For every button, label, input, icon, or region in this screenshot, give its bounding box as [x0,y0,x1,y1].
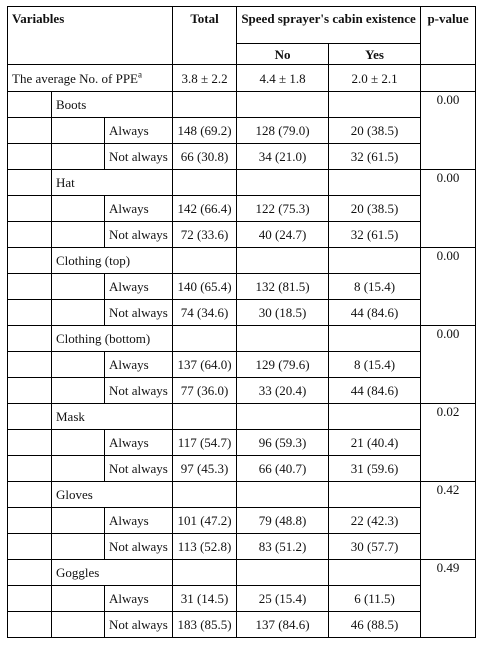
table-row [8,352,476,378]
cell-yes: 44 (84.6) [329,378,421,404]
indent-cell [8,326,52,352]
table-body [8,65,476,638]
cell-total: 66 (30.8) [173,144,237,170]
empty-cell [237,92,329,118]
indent-cell [8,274,52,300]
empty-cell [173,482,237,508]
indent-cell [8,456,52,482]
cell-no: 30 (18.5) [237,300,329,326]
header-cabin-existence: Speed sprayer's cabin existence [237,7,421,44]
cell-yes: 6 (11.5) [329,586,421,612]
indent-cell [52,508,105,534]
empty-cell [237,404,329,430]
average-row [8,65,476,92]
cell-no: 66 (40.7) [237,456,329,482]
row-label: Not always [105,534,173,560]
average-label-text: The average No. of PPE [12,70,138,86]
indent-cell [8,404,52,430]
empty-cell [329,326,421,352]
cell-no: 122 (75.3) [237,196,329,222]
table-row [8,612,476,638]
group-row-gloves [8,482,476,508]
indent-cell [8,378,52,404]
row-label: Not always [105,378,173,404]
group-p-value: 0.02 [421,404,476,482]
cell-yes: 21 (40.4) [329,430,421,456]
cell-no: 129 (79.6) [237,352,329,378]
cell-no: 132 (81.5) [237,274,329,300]
empty-cell [237,326,329,352]
cell-no: 33 (20.4) [237,378,329,404]
indent-cell [8,508,52,534]
cell-no: 137 (84.6) [237,612,329,638]
table-row [8,274,476,300]
group-name: Goggles [52,560,173,586]
cell-total: 137 (64.0) [173,352,237,378]
cell-total: 117 (54.7) [173,430,237,456]
group-row-goggles [8,560,476,586]
cell-yes: 32 (61.5) [329,222,421,248]
average-total: 3.8 ± 2.2 [173,65,237,92]
cell-total: 74 (34.6) [173,300,237,326]
row-label: Always [105,196,173,222]
empty-cell [173,404,237,430]
cell-yes: 8 (15.4) [329,352,421,378]
indent-cell [8,196,52,222]
group-row-mask [8,404,476,430]
table-row [8,456,476,482]
group-row-clothing-top [8,248,476,274]
cell-no: 40 (24.7) [237,222,329,248]
ppe-table [7,6,476,638]
table-row [8,534,476,560]
group-name: Hat [52,170,173,196]
empty-cell [329,92,421,118]
row-label: Always [105,586,173,612]
group-name: Clothing (top) [52,248,173,274]
indent-cell [52,586,105,612]
group-p-value: 0.49 [421,560,476,638]
row-label: Always [105,352,173,378]
indent-cell [52,352,105,378]
table-row [8,586,476,612]
cell-yes: 8 (15.4) [329,274,421,300]
cell-total: 142 (66.4) [173,196,237,222]
indent-cell [8,534,52,560]
indent-cell [52,274,105,300]
indent-cell [8,300,52,326]
empty-cell [173,248,237,274]
empty-cell [173,170,237,196]
row-label: Not always [105,300,173,326]
average-yes: 2.0 ± 2.1 [329,65,421,92]
cell-no: 96 (59.3) [237,430,329,456]
empty-cell [329,248,421,274]
average-p-value [421,65,476,92]
row-label: Always [105,274,173,300]
ppe-table-container [7,6,476,638]
group-row-clothing-bottom [8,326,476,352]
empty-cell [329,482,421,508]
empty-cell [237,560,329,586]
indent-cell [52,534,105,560]
cell-total: 113 (52.8) [173,534,237,560]
group-name: Boots [52,92,173,118]
cell-yes: 46 (88.5) [329,612,421,638]
empty-cell [329,560,421,586]
indent-cell [8,560,52,586]
group-p-value: 0.00 [421,92,476,170]
cell-yes: 20 (38.5) [329,196,421,222]
cell-yes: 20 (38.5) [329,118,421,144]
row-label: Not always [105,222,173,248]
indent-cell [8,92,52,118]
group-p-value: 0.00 [421,248,476,326]
header-total: Total [173,7,237,65]
cell-total: 97 (45.3) [173,456,237,482]
indent-cell [8,248,52,274]
indent-cell [8,170,52,196]
group-p-value: 0.00 [421,326,476,404]
indent-cell [52,118,105,144]
indent-cell [52,456,105,482]
header-no: No [237,44,329,65]
indent-cell [8,482,52,508]
row-label: Always [105,118,173,144]
indent-cell [52,430,105,456]
cell-yes: 31 (59.6) [329,456,421,482]
empty-cell [173,560,237,586]
empty-cell [237,482,329,508]
indent-cell [52,300,105,326]
group-row-boots [8,92,476,118]
empty-cell [237,170,329,196]
empty-cell [329,170,421,196]
cell-yes: 32 (61.5) [329,144,421,170]
indent-cell [52,196,105,222]
indent-cell [8,118,52,144]
cell-no: 25 (15.4) [237,586,329,612]
indent-cell [52,612,105,638]
cell-total: 101 (47.2) [173,508,237,534]
cell-yes: 44 (84.6) [329,300,421,326]
cell-total: 183 (85.5) [173,612,237,638]
row-label: Always [105,508,173,534]
cell-yes: 30 (57.7) [329,534,421,560]
cell-no: 34 (21.0) [237,144,329,170]
empty-cell [173,92,237,118]
group-row-hat [8,170,476,196]
row-label: Always [105,430,173,456]
header-yes: Yes [329,44,421,65]
table-row [8,430,476,456]
indent-cell [8,144,52,170]
indent-cell [8,586,52,612]
cell-no: 128 (79.0) [237,118,329,144]
table-row [8,222,476,248]
indent-cell [8,222,52,248]
table-row [8,300,476,326]
cell-total: 140 (65.4) [173,274,237,300]
cell-total: 77 (36.0) [173,378,237,404]
table-row [8,508,476,534]
group-name: Gloves [52,482,173,508]
cell-total: 148 (69.2) [173,118,237,144]
indent-cell [52,378,105,404]
table-row [8,144,476,170]
table-row [8,196,476,222]
cell-total: 31 (14.5) [173,586,237,612]
cell-no: 83 (51.2) [237,534,329,560]
group-name: Clothing (bottom) [52,326,173,352]
indent-cell [8,430,52,456]
header-row [8,7,476,44]
indent-cell [8,612,52,638]
empty-cell [329,404,421,430]
row-label: Not always [105,612,173,638]
average-footnote-marker: a [138,69,142,80]
row-label: Not always [105,144,173,170]
table-row [8,118,476,144]
average-no: 4.4 ± 1.8 [237,65,329,92]
indent-cell [52,222,105,248]
cell-total: 72 (33.6) [173,222,237,248]
table-row [8,378,476,404]
indent-cell [52,144,105,170]
row-label: Not always [105,456,173,482]
header-p-value: p-value [421,7,476,65]
empty-cell [173,326,237,352]
cell-yes: 22 (42.3) [329,508,421,534]
group-p-value: 0.42 [421,482,476,560]
indent-cell [8,352,52,378]
group-name: Mask [52,404,173,430]
cell-no: 79 (48.8) [237,508,329,534]
average-label [8,65,173,92]
empty-cell [237,248,329,274]
header-variables: Variables [8,7,173,65]
group-p-value: 0.00 [421,170,476,248]
